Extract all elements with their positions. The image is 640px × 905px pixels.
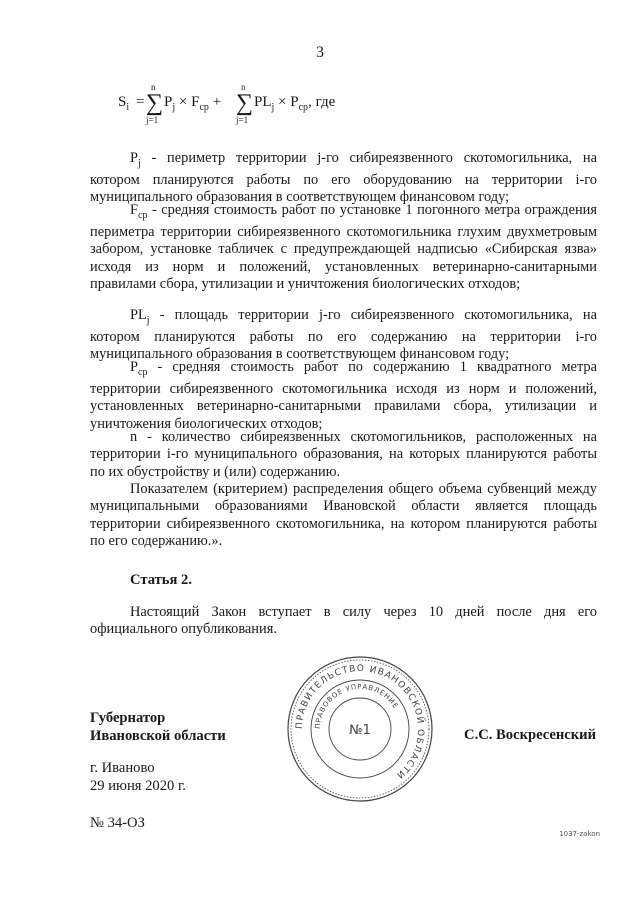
sum2-sigma: ∑: [236, 90, 254, 116]
formula-equals: =: [136, 94, 145, 110]
sum2-upper: n: [241, 82, 246, 92]
seal-number: №1: [349, 723, 371, 738]
definition-perimeter: $P_j$ - периметр территории j-го сибиреязвенного скотомогильника, на котором планируются работы по его оборудованию на территории i-го муниципального образования в соответствующем финансовом году;: [90, 150, 597, 206]
definition-maintenance-cost: $P_{ср}$ - средняя стоимость работ по содержанию 1 квадратного метра территории сибиреязвенного скотомогильника исходя из норм и положений, установленных ветеринарно-санитарными правилами сбора, утилизации и уничтожения биологических отходов;: [90, 359, 597, 432]
definition-area: $PL_j$ - площадь территории j-го сибиреязвенного скотомогильника, на котором планируются работы по его содержанию на территории i-го муниципального образования в соответствующем финансовом году;: [90, 307, 597, 363]
seal-inner-text: ПРАВОВОЕ УПРАВЛЕНИЕ: [313, 682, 400, 730]
official-seal: [285, 654, 435, 804]
page-number: 3: [316, 44, 324, 61]
criterion-paragraph: Показателем (критерием) распределения общего объема субвенций между муниципальными образованиями Ивановской области является площадь территории сибиреязвенного скотомогильника, на котором планируются работы по его содержанию.».: [90, 481, 597, 549]
sum2-lower: j=1: [236, 115, 249, 125]
signer-title: Губернатор Ивановской области: [90, 710, 226, 744]
article-text: Настоящий Закон вступает в силу через 10 дней после дня его официального опубликования.: [90, 604, 597, 638]
law-number: № 34-ОЗ: [90, 815, 145, 831]
definition-fence-cost: $F_{ср}$ - средняя стоимость работ по установке 1 погонного метра ограждения периметра территории сибиреязвенного скотомогильника глухим двухметровым забором, установке табличек с предупреждающей надписью «Сибирская язва» исходя из норм и положений, установленных ветеринарно-санитарными правилами сбора, утилизации и уничтожения биологических отходов;: [90, 202, 597, 293]
document-tag: 1037-zakon: [559, 830, 600, 838]
formula-lhs: $S_i$: [118, 94, 130, 113]
article-heading: Статья 2.: [130, 572, 192, 588]
formula-term2: $PL_j \times P_{ср}$, где: [254, 94, 336, 113]
formula-term1: $P_j \times F_{ср}$ +: [164, 94, 222, 113]
sum1-sigma: ∑: [146, 90, 164, 116]
sum1-lower: j=1: [146, 115, 159, 125]
sum1-upper: n: [151, 82, 156, 92]
definition-count: n - количество сибиреязвенных скотомогильников, расположенных на территории i-го муниципального образования, на которых планируются работы по их обустройству и (или) содержанию.: [90, 429, 597, 480]
place-and-date: г. Иваново 29 июня 2020 г.: [90, 760, 186, 794]
seal-outer-text: ПРАВИТЕЛЬСТВО ИВАНОВСКОЙ ОБЛАСТИ: [294, 663, 426, 781]
signer-name: С.С. Воскресенский: [464, 727, 596, 743]
